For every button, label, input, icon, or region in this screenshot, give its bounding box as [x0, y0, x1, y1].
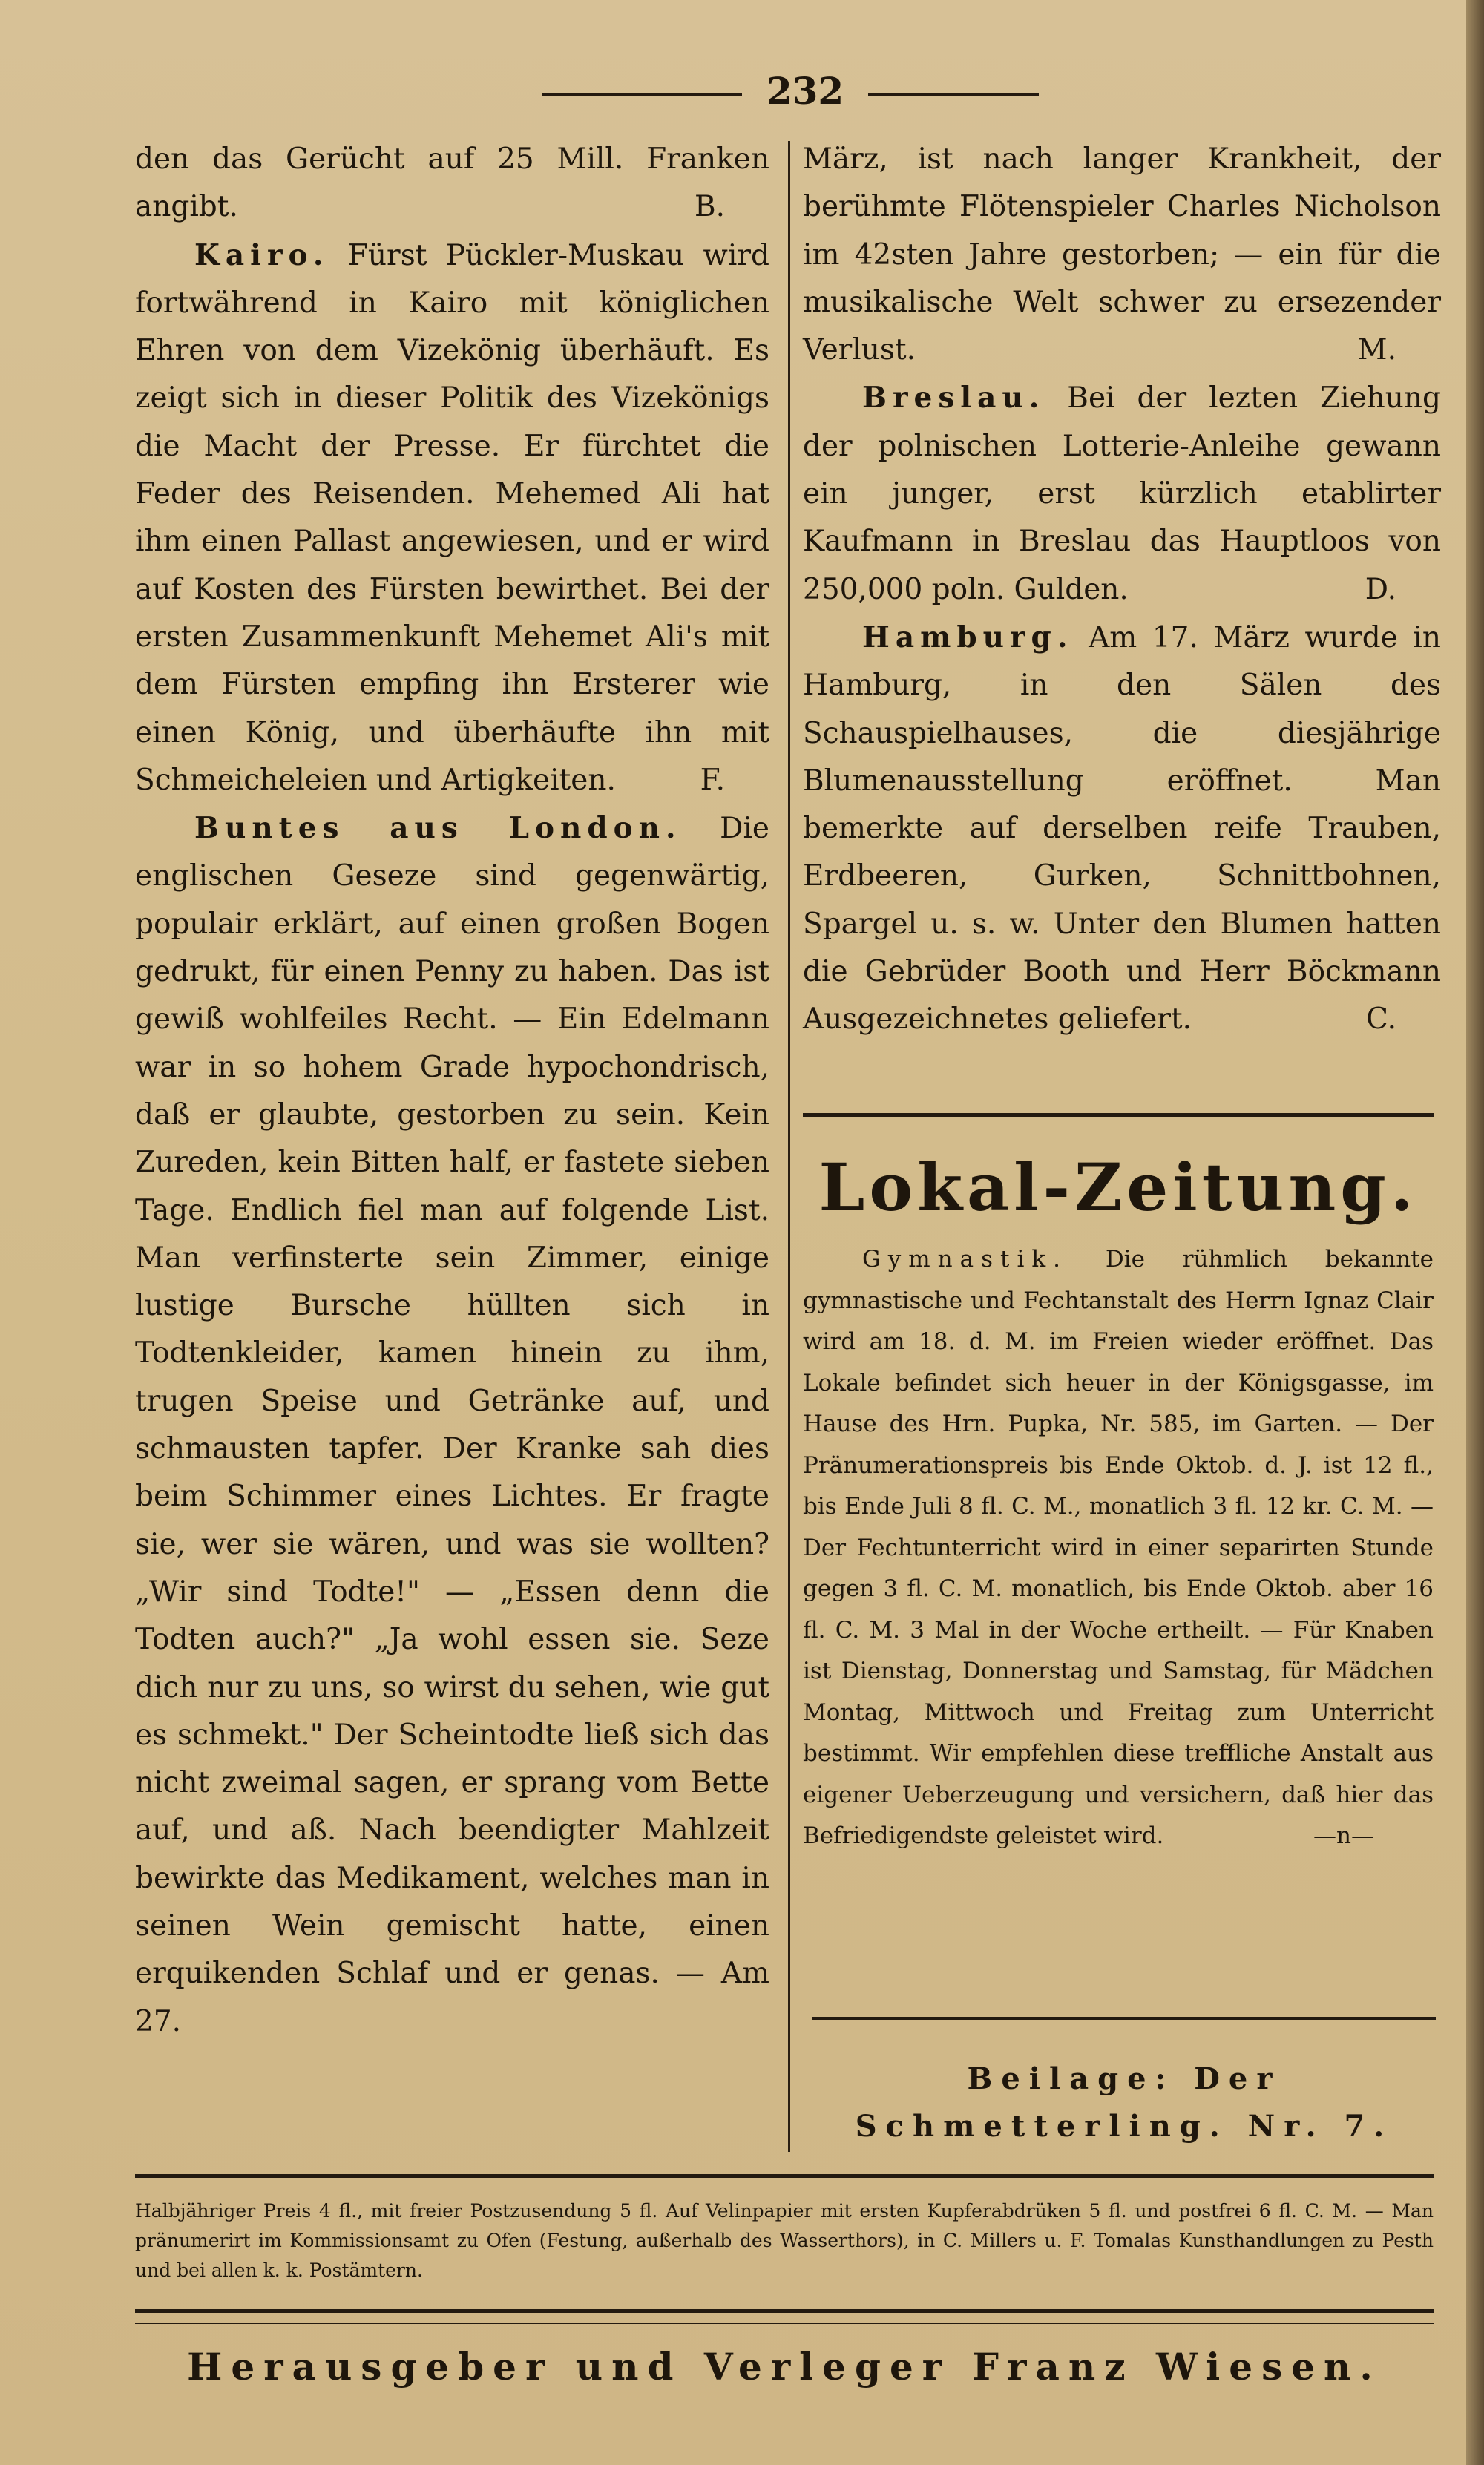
article-heading-gymnastik: Gymnastik.	[862, 1246, 1068, 1273]
article-nicholson	[803, 136, 1441, 374]
header-rule-right	[868, 93, 1039, 96]
left-column	[135, 136, 769, 2046]
article-text-kairo: Fürst Pückler-Muskau wird fortwährend in Kairo mit königlichen Ehren von dem Vizekönig überhäuft. Es zeigt sich in dieser Politik des Vizekönigs die Macht der Presse. Er fürchtet die Feder des Reisenden. Mehemed Ali hat ihm einen Pallast angewiesen, und er wird auf Kosten des Fürsten bewirthet. Bei der ersten Zusammenkunft Mehemet Ali's mit dem Fürsten empfing ihn Ersterer wie einen König, und überhäufte ihn mit Schmeicheleien und Artigkeiten.	[135, 238, 769, 797]
article-text-london: Die englischen Geseze sind gegenwärtig, populair erklärt, auf einen großen Bogen gedrukt, für einen Penny zu haben. Das ist gewiß wohlfeiles Recht. — Ein Edelmann war in so hohem Grade hypochondrisch, daß er glaubte, gestorben zu sein. Kein Zureden, kein Bitten half, er fastete sieben Tage. Endlich fiel man auf folgende List. Man verfinsterte sein Zimmer, einige lustige Bursche hüllten sich in Todtenkleider, kamen hinein zu ihm, trugen Speise und Getränke auf, und schmausten tapfer. Der Kranke sah dies beim Schimmer eines Lichtes. Er fragte sie, wer sie wären, und was sie wollten? „Wir sind Todte!" — „Essen denn die Todten auch?" „Ja wohl essen sie. Seze dich nur zu uns, so wirst du sehen, wie gut es schmekt." Der Scheintodte ließ sich das nicht zweimal sagen, er sprang vom Bette auf, und aß. Nach beendigter Mahlzeit bewirkte das Medikament, welches man in seinen Wein gemischt hatte, einen erquikenden Schlaf und er genas. — Am 27.	[135, 812, 769, 2038]
article-text-hamburg: Am 17. März wurde in Hamburg, in den Sälen des Schauspielhauses, die diesjährige Blumenausstellung eröffnet. Man bemerkte auf derselben reife Trauben, Erdbeeren, Gurken, Schnittbohnen, Spargel u. s. w. Unter den Blumen hatten die Gebrüder Booth und Herr Böckmann Ausgezeichnetes geliefert.	[803, 620, 1441, 1037]
page-header	[416, 65, 1143, 117]
article-signature: —n—	[1313, 1822, 1374, 1849]
article-signature: M.	[1357, 333, 1396, 367]
article-text-nicholson: März, ist nach langer Krankheit, der berühmte Flötenspieler Charles Nicholson im 42sten Jahre gestorben; — ein für die musikalische Welt schwer zu ersezender Verlust.	[803, 142, 1441, 367]
supplement-note: Beilage: Der Schmetterling. Nr. 7.	[855, 2061, 1393, 2144]
article-heading-breslau: Breslau.	[862, 381, 1045, 416]
page-number: 232	[766, 69, 844, 113]
publisher-line: Herausgeber und Verleger Franz Wiesen.	[187, 2345, 1382, 2389]
article-london	[135, 804, 769, 2046]
supplement-rule	[812, 2017, 1436, 2020]
section-rule	[803, 1113, 1434, 1117]
subscription-price-note: Halbjähriger Preis 4 fl., mit freier Postzusendung 5 fl. Auf Velinpapier mit ersten Kupferabdrüken 5 fl. und postfrei 6 fl. C. M. — Man pränumerirt im Kommissionsamt zu Ofen (Festung, außerhalb des Wasserthors), in C. Millers u. F. Tomalas Kunsthandlungen zu Pesth und bei allen k. k. Postämtern.	[135, 2200, 1434, 2281]
article-breslau	[803, 374, 1441, 613]
article-heading-london: Buntes aus London.	[194, 811, 682, 846]
article-kairo	[135, 232, 769, 805]
footer-rule-thin	[135, 2323, 1434, 2324]
footer-rule-thick	[135, 2309, 1434, 2313]
column-divider	[788, 141, 790, 2152]
section-title-lokal-zeitung: Lokal-Zeitung.	[818, 1149, 1418, 1226]
right-column	[803, 136, 1441, 1044]
footer-rule-top	[135, 2174, 1434, 2178]
article-heading-hamburg: Hamburg.	[862, 620, 1074, 654]
article-signature: D.	[1365, 572, 1396, 606]
article-continuation-text: den das Gerücht auf 25 Mill. Franken angibt.	[135, 142, 769, 224]
page-spine-edge	[1466, 0, 1484, 2465]
article-continuation	[135, 136, 769, 232]
article-hamburg	[803, 614, 1441, 1044]
header-rule-left	[542, 93, 742, 96]
article-gymnastik	[803, 1239, 1434, 1857]
article-signature: F.	[700, 763, 725, 797]
article-text-gymnastik: Die rühmlich bekannte gymnastische und Fechtanstalt des Herrn Ignaz Clair wird am 18. d. M. im Freien wieder eröffnet. Das Lokale befindet sich heuer in der Königsgasse, im Hause des Hrn. Pupka, Nr. 585, im Garten. — Der Pränumerationspreis bis Ende Oktob. d. J. ist 12 fl., bis Ende Juli 8 fl. C. M., monatlich 3 fl. 12 kr. C. M. — Der Fechtunterricht wird in einer separirten Stunde gegen 3 fl. C. M. monatlich, bis Ende Oktob. aber 16 fl. C. M. 3 Mal in der Woche ertheilt. — Für Knaben ist Dienstag, Donnerstag und Samstag, für Mädchen Montag, Mittwoch und Freitag zum Unterricht bestimmt. Wir empfehlen diese treffliche Anstalt aus eigener Ueberzeugung und versichern, daß hier das Befriedigendste geleistet wird.	[803, 1246, 1434, 1849]
article-signature: C.	[1366, 1002, 1396, 1037]
article-heading-kairo: Kairo.	[194, 237, 329, 272]
article-signature: B.	[694, 190, 725, 224]
lokal-section	[803, 1239, 1434, 1857]
article-text-breslau: Bei der lezten Ziehung der polnischen Lotterie-Anleihe gewann ein junger, erst kürzlich etablirter Kaufmann in Breslau das Hauptloos von 250,000 poln. Gulden.	[803, 381, 1441, 606]
